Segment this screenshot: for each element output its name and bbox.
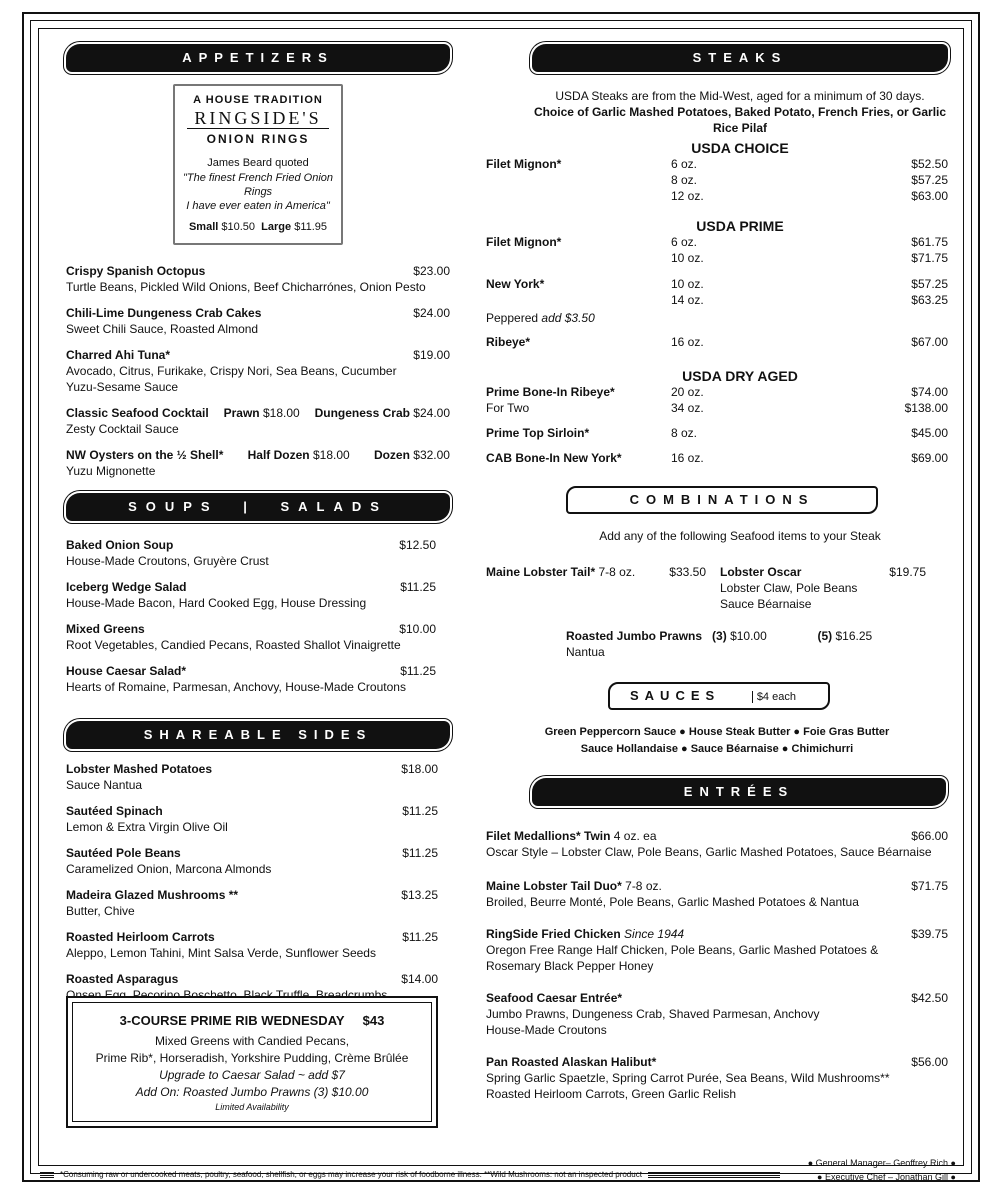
promo-addon: Add On: Roasted Jumbo Prawns (3) $10.00: [135, 1085, 369, 1099]
item-desc: Yuzu Mignonette: [66, 464, 156, 478]
peppered-add: add $3.50: [541, 311, 595, 325]
option-price: $10.00: [730, 629, 767, 643]
usda-prime-header: USDA PRIME: [696, 218, 784, 234]
menu-item: [486, 990, 948, 1038]
left-column: [66, 44, 450, 1003]
price: $138.00: [904, 401, 948, 415]
prawns-combo: [566, 628, 948, 660]
option-price: $18.00: [262, 406, 300, 420]
size: 6 oz.: [671, 157, 698, 171]
item-name: New York*: [486, 277, 545, 291]
menu-item: [66, 263, 450, 295]
size: 6 oz.: [671, 235, 698, 249]
price: $57.25: [911, 173, 948, 187]
menu-item: [486, 926, 948, 974]
entrees-list: [486, 828, 948, 1102]
item-price: $11.25: [400, 664, 436, 678]
item-price: $11.25: [402, 804, 438, 818]
lobster-tail-combo: [486, 564, 720, 612]
large-label: Large: [261, 221, 292, 233]
menu-item: [66, 803, 438, 835]
item-price: $12.50: [399, 538, 436, 552]
size: 34 oz.: [671, 401, 704, 415]
option-label: Prawn: [223, 406, 260, 420]
prime-new-york: [486, 276, 948, 308]
price: $33.50: [669, 565, 706, 579]
item-desc: House-Made Bacon, Hard Cooked Egg, House Dressing: [66, 596, 367, 610]
item-name: Filet Mignon*: [486, 235, 562, 249]
item-name: Maine Lobster Tail Duo*: [486, 879, 622, 893]
item-price: $66.00: [911, 829, 948, 843]
item-desc: Onsen Egg, Pecorino Boschetto, Black Truffle, Breadcrumbs: [66, 988, 388, 1002]
menu-item: [66, 537, 436, 569]
item-price: $71.75: [911, 879, 948, 893]
item-name: Iceberg Wedge Salad: [66, 580, 187, 594]
size: 10 oz.: [671, 277, 704, 291]
shareable-sides-banner: SHAREABLE SIDES: [66, 721, 450, 749]
item-name: Baked Onion Soup: [66, 538, 174, 552]
item-desc-2: Yuzu-Sesame Sauce: [66, 380, 179, 394]
price: $45.00: [911, 426, 948, 440]
promo-title-row: [68, 1012, 436, 1029]
item-name: Mixed Greens: [66, 622, 145, 636]
footer-rule-left: [40, 1172, 54, 1178]
item-desc: Butter, Chive: [66, 904, 135, 918]
price: $63.00: [911, 189, 948, 203]
onion-rings-feature: [173, 84, 343, 245]
usda-choice-header: USDA CHOICE: [691, 140, 789, 156]
item-desc: Sweet Chili Sauce, Roasted Almond: [66, 322, 259, 336]
promo-availability: Limited Availability: [215, 1102, 289, 1112]
item-desc: Nantua: [566, 645, 605, 659]
promo-title: 3-COURSE PRIME RIB WEDNESDAY: [119, 1013, 345, 1028]
onion-rings-title: ONION RINGS: [206, 132, 310, 146]
item-price: $39.75: [911, 927, 948, 941]
quote-line-1: "The finest French Fried Onion Rings: [182, 172, 334, 198]
quote-line-2: I have ever eaten in America": [186, 200, 330, 212]
option-label: Dungeness Crab: [314, 406, 410, 420]
item-desc: Turtle Beans, Pickled Wild Onions, Beef Chicharrónes, Onion Pesto: [66, 280, 426, 294]
combinations-row: [486, 564, 948, 612]
item-name: NW Oysters on the ½ Shell*: [66, 448, 224, 462]
size: 16 oz.: [671, 451, 704, 465]
prime-filet: [486, 234, 948, 266]
dry-cab-new-york: [486, 450, 948, 466]
item-name: Madeira Glazed Mushrooms **: [66, 888, 239, 902]
promo-price: $43: [362, 1013, 385, 1028]
soups-salads-banner: SOUPS | SALADS: [66, 493, 450, 521]
item-name: Roasted Asparagus: [66, 972, 179, 986]
item-name: RingSide Fried Chicken: [486, 927, 621, 941]
item-desc: Lemon & Extra Virgin Olive Oil: [66, 820, 228, 834]
item-name: Lobster Mashed Potatoes: [66, 762, 213, 776]
prime-rib-promo-box: [66, 996, 438, 1128]
lobster-oscar-combo: [720, 564, 948, 612]
menu-item: [66, 761, 438, 793]
item-name: Roasted Heirloom Carrots: [66, 930, 215, 944]
menu-item: [66, 347, 450, 395]
item-name: Chili-Lime Dungeness Crab Cakes: [66, 306, 262, 320]
item-desc: Root Vegetables, Candied Pecans, Roasted Shallot Vinaigrette: [66, 638, 401, 652]
option-label: (5): [817, 629, 833, 643]
item-desc: Sauce Nantua: [66, 778, 143, 792]
general-manager: ● General Manager– Geoffrey Rich ●: [807, 1158, 956, 1168]
price: $57.25: [911, 277, 948, 291]
item-desc: Oscar Style – Lobster Claw, Pole Beans, Garlic Mashed Potatoes, Sauce Béarnaise: [486, 845, 932, 859]
promo-upgrade: Upgrade to Caesar Salad ~ add $7: [159, 1068, 345, 1082]
item-name: Classic Seafood Cocktail: [66, 406, 209, 420]
item-name: Pan Roasted Alaskan Halibut*: [486, 1055, 657, 1069]
item-desc: Avocado, Citrus, Furikake, Crispy Nori, Sea Beans, Cucumber: [66, 364, 397, 378]
item-name: Roasted Jumbo Prawns: [566, 629, 703, 643]
price: $69.00: [911, 451, 948, 465]
item-desc: Hearts of Romaine, Parmesan, Anchovy, House-Made Croutons: [66, 680, 406, 694]
option-price: $24.00: [413, 406, 450, 420]
price: $71.75: [911, 251, 948, 265]
item-desc: House-Made Croutons, Gruyère Crust: [66, 554, 269, 568]
soups-list: [66, 537, 436, 695]
menu-item: [66, 845, 438, 877]
dry-top-sirloin: [486, 425, 948, 441]
item-price: $42.50: [911, 991, 948, 1005]
item-name: Sautéed Pole Beans: [66, 846, 181, 860]
size: 16 oz.: [671, 335, 704, 349]
menu-item: [486, 1054, 948, 1102]
peppered-option: [486, 310, 948, 326]
item-name: Sautéed Spinach: [66, 804, 163, 818]
item-name: Charred Ahi Tuna*: [66, 348, 171, 362]
option-label: Dozen: [373, 448, 410, 462]
item-desc: Zesty Cocktail Sauce: [66, 422, 179, 436]
promo-line-2: Prime Rib*, Horseradish, Yorkshire Pudding, Crème Brûlée: [95, 1051, 409, 1065]
price: $61.75: [911, 235, 948, 249]
price: $67.00: [911, 335, 948, 349]
item-desc: Broiled, Beurre Monté, Pole Beans, Garlic Mashed Potatoes & Nantua: [486, 895, 859, 909]
item-price: $19.00: [413, 348, 450, 362]
tradition-label: A HOUSE TRADITION: [193, 94, 323, 106]
size: 7-8 oz.: [598, 565, 636, 579]
item-name: Prime Top Sirloin*: [486, 426, 590, 440]
oysters-item: [66, 447, 450, 479]
choice-filet: [486, 156, 948, 204]
price: $63.25: [911, 293, 948, 307]
sauces-line-2: Sauce Hollandaise ● Sauce Béarnaise ● Chimichurri: [580, 743, 854, 755]
item-price: $23.00: [413, 264, 450, 278]
item-desc: Caramelized Onion, Marcona Almonds: [66, 862, 272, 876]
size: 12 oz.: [671, 189, 704, 203]
entrees-banner: ENTRÉES: [532, 778, 946, 806]
item-price: $11.25: [402, 930, 438, 944]
footer-disclaimer: *Consuming raw or undercooked meats, poultry, seafood, shellfish, or eggs may increase your risk of foodborne illness. **Wild Mushrooms: not an inspected product: [60, 1170, 642, 1179]
onion-rings-prices: [181, 219, 335, 235]
small-price: $10.50: [221, 221, 256, 233]
item-desc-2: Rosemary Black Pepper Honey: [486, 959, 654, 973]
menu-item: [66, 305, 450, 337]
item-desc-2: House-Made Croutons: [486, 1023, 607, 1037]
option-label: (3): [712, 629, 727, 643]
small-label: Small: [188, 221, 219, 233]
size: 8 oz.: [671, 173, 698, 187]
appetizer-list: [66, 263, 450, 479]
item-desc: Oregon Free Range Half Chicken, Pole Beans, Garlic Mashed Potatoes &: [486, 943, 879, 957]
item-name: Prime Bone-In Ribeye*: [486, 385, 615, 399]
item-desc: Jumbo Prawns, Dungeness Crab, Shaved Parmesan, Anchovy: [486, 1007, 820, 1021]
item-price: $10.00: [399, 622, 436, 636]
item-name: Filet Mignon*: [486, 157, 562, 171]
steaks-banner: STEAKS: [532, 44, 948, 72]
peppered-label: Peppered: [486, 311, 539, 325]
item-price: $11.25: [400, 580, 436, 594]
item-name: Seafood Caesar Entrée*: [486, 991, 623, 1005]
item-desc-2: Roasted Heirloom Carrots, Green Garlic Relish: [486, 1087, 737, 1101]
size: 8 oz.: [671, 426, 698, 440]
item-desc: Aleppo, Lemon Tahini, Mint Salsa Verde, Sunflower Seeds: [66, 946, 376, 960]
item-price: $18.00: [401, 762, 438, 776]
item-name: CAB Bone-In New York*: [486, 451, 622, 465]
option-label: Half Dozen: [247, 448, 310, 462]
combinations-note: Add any of the following Seafood items to your Steak: [599, 529, 881, 543]
item-desc: Spring Garlic Spaetzle, Spring Carrot Purée, Sea Beans, Wild Mushrooms**: [486, 1071, 890, 1085]
item-sub: For Two: [486, 401, 530, 415]
item-price: $24.00: [413, 306, 450, 320]
item-name: Ribeye*: [486, 335, 531, 349]
steaks-sides-note: Choice of Garlic Mashed Potatoes, Baked Potato, French Fries, or Garlic Rice Pilaf: [533, 105, 947, 135]
large-price: $11.95: [294, 221, 328, 233]
size: 10 oz.: [671, 251, 704, 265]
item-name: Lobster Oscar: [720, 565, 802, 579]
right-column: [486, 44, 948, 1102]
item-price: $11.25: [402, 846, 438, 860]
price: $74.00: [911, 385, 948, 399]
menu-item: [66, 663, 436, 695]
item-extra: 7-8 oz.: [625, 879, 662, 893]
item-desc-2: Sauce Béarnaise: [720, 597, 812, 611]
ringsides-logo: RINGSIDE'S: [187, 110, 329, 129]
combinations-banner: COMBINATIONS: [566, 486, 878, 514]
item-extra: 4 oz. ea: [613, 829, 657, 843]
item-price: $14.00: [401, 972, 438, 986]
steaks-note: USDA Steaks are from the Mid-West, aged for a minimum of 30 days.: [555, 89, 925, 103]
prime-ribeye: [486, 334, 948, 350]
footer-disclaimer-row: [40, 1170, 780, 1179]
sauces-title: SAUCES: [630, 688, 721, 703]
menu-item: [66, 579, 436, 611]
item-extra: Since 1944: [624, 927, 685, 941]
option-price: $16.25: [835, 629, 873, 643]
menu-item: [66, 621, 436, 653]
sides-list: [66, 761, 438, 1003]
menu-item: [486, 878, 948, 910]
seafood-cocktail-item: [66, 405, 450, 437]
size: 20 oz.: [671, 385, 704, 399]
footer-rule-right: [648, 1172, 780, 1178]
item-price: $13.25: [401, 888, 438, 902]
sauces-each-price: $4 each: [752, 691, 796, 703]
price: $19.75: [889, 565, 926, 579]
item-name: Filet Medallions* Twin: [486, 829, 611, 843]
staff-credits: [808, 1156, 956, 1184]
item-desc: Lobster Claw, Pole Beans: [720, 581, 858, 595]
item-price: $56.00: [911, 1055, 948, 1069]
executive-chef: ● Executive Chef – Jonathan Gill ●: [817, 1172, 956, 1182]
menu-item: [66, 887, 438, 919]
item-name: Maine Lobster Tail*: [486, 565, 596, 579]
menu-item: [486, 828, 948, 860]
option-price: $32.00: [413, 448, 450, 462]
item-name: Crispy Spanish Octopus: [66, 264, 206, 278]
sauces-banner: [608, 682, 830, 710]
usda-dry-aged-header: USDA DRY AGED: [682, 368, 798, 384]
promo-line-1: Mixed Greens with Candied Pecans,: [154, 1034, 350, 1048]
price: $52.50: [911, 157, 948, 171]
menu-item: [66, 929, 438, 961]
size: 14 oz.: [671, 293, 704, 307]
dry-bone-in-ribeye: [486, 384, 948, 416]
sauces-line-1: Green Peppercorn Sauce ● House Steak Butter ● Foie Gras Butter: [544, 726, 890, 738]
quote-attribution: James Beard quoted: [207, 157, 309, 169]
item-name: House Caesar Salad*: [66, 664, 187, 678]
option-price: $18.00: [312, 448, 350, 462]
appetizers-banner: APPETIZERS: [66, 44, 450, 72]
